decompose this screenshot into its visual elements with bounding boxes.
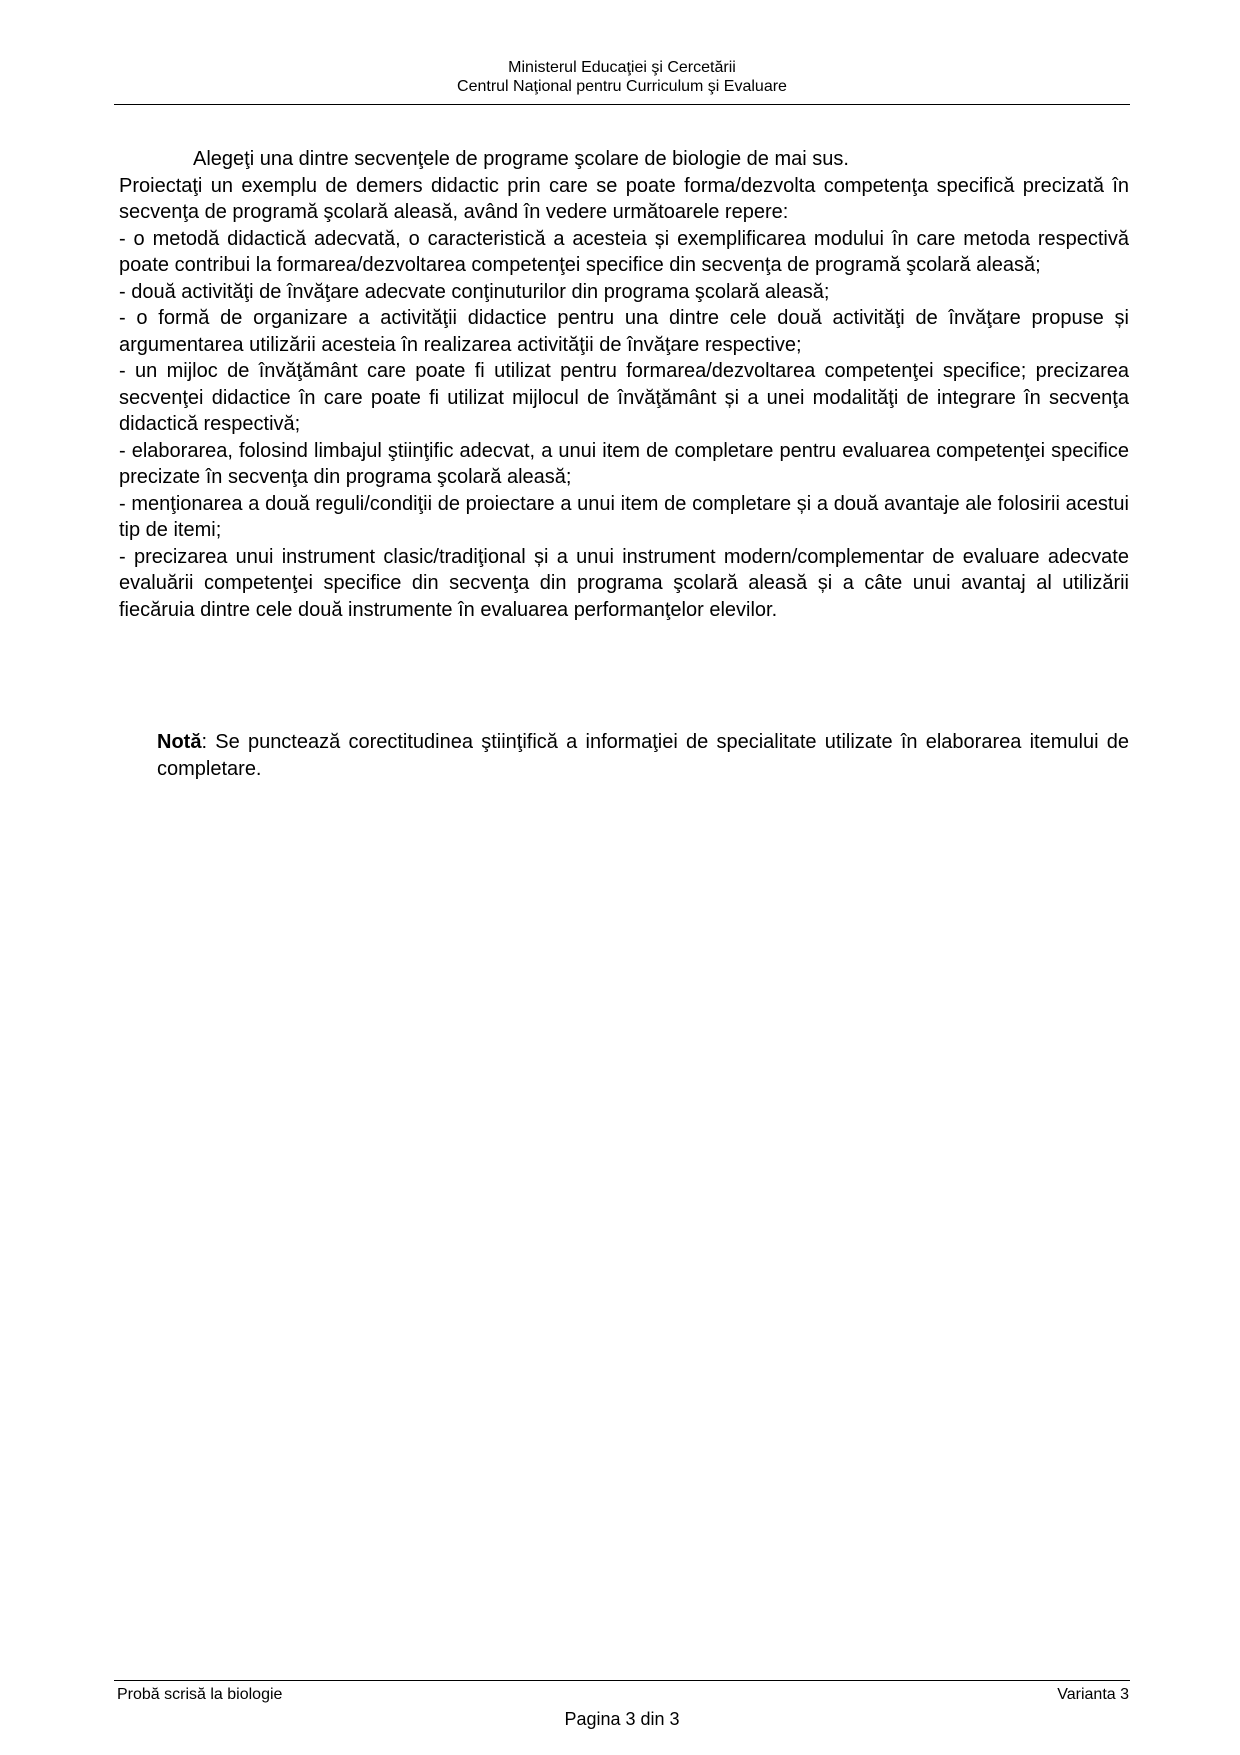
task-paragraph: Alegeţi una dintre secvenţele de programe şcolare de biologie de mai sus. bbox=[193, 148, 849, 170]
note-label: Notă bbox=[157, 731, 202, 753]
note-paragraph bbox=[157, 729, 1129, 782]
task-text bbox=[119, 146, 1129, 623]
note-text: : Se punctează corectitudinea ştiinţifică a informaţiei de specialitate utilizate în elaborarea itemului de completare. bbox=[157, 731, 1129, 780]
task-requirement: - un mijloc de învăţământ care poate fi utilizat pentru formarea/dezvoltarea competenţei specifice; precizarea secvenţei didactice în care poate fi utilizat mijlocul de învăţământ și a unei modalităţi de integrare în secvenţa didactică respectivă; bbox=[119, 360, 1129, 435]
task-requirement: - o metodă didactică adecvată, o caracteristică a acesteia și exemplificarea modului în care metoda respectivă poate contribui la formarea/dezvoltarea competenţei specifice din secvenţa de programă şcolară aleasă; bbox=[119, 227, 1129, 276]
page-number: Pagina 3 din 3 bbox=[564, 1709, 680, 1729]
task-requirement: - o formă de organizare a activităţii didactice pentru una dintre cele două activităţi de învăţare propuse și argumentarea utilizării acesteia în realizarea activităţii de învăţare respective; bbox=[119, 307, 1129, 356]
footer-exam-name: Probă scrisă la biologie bbox=[117, 1686, 283, 1703]
footer-variant: Varianta 3 bbox=[1057, 1686, 1129, 1703]
task-requirement: - menţionarea a două reguli/condiţii de proiectare a unui item de completare și a două avantaje ale folosirii acestui tip de itemi; bbox=[119, 492, 1129, 541]
task-requirement: - elaborarea, folosind limbajul ştiinţific adecvat, a unui item de completare pentru evaluarea competenţei specifice precizate în secvenţa din programa şcolară aleasă; bbox=[119, 439, 1129, 488]
footer-divider bbox=[114, 1680, 1130, 1681]
page-header bbox=[114, 58, 1130, 96]
header-divider bbox=[114, 104, 1130, 105]
note-block bbox=[157, 729, 1129, 782]
header-center: Centrul Naţional pentru Curriculum şi Evaluare bbox=[457, 78, 787, 95]
task-requirement: - două activităţi de învăţare adecvate conţinuturilor din programa şcolară aleasă; bbox=[119, 280, 830, 303]
task-requirement: - precizarea unui instrument clasic/tradiţional și a unui instrument modern/complementar de evaluare adecvate evaluării competenţei specifice din secvenţa din programa şcolară aleasă și a câte unui avantaj al utilizării fiecăruia dintre cele două instrumente în evaluarea performanţelor elevilor. bbox=[119, 545, 1129, 621]
task-paragraph: Proiectaţi un exemplu de demers didactic prin care se poate forma/dezvolta competenţa specifică precizată în secvenţa de programă şcolară aleasă, având în vedere următoarele repere: bbox=[119, 174, 1129, 223]
header-ministry: Ministerul Educaţiei şi Cercetării bbox=[508, 59, 736, 76]
